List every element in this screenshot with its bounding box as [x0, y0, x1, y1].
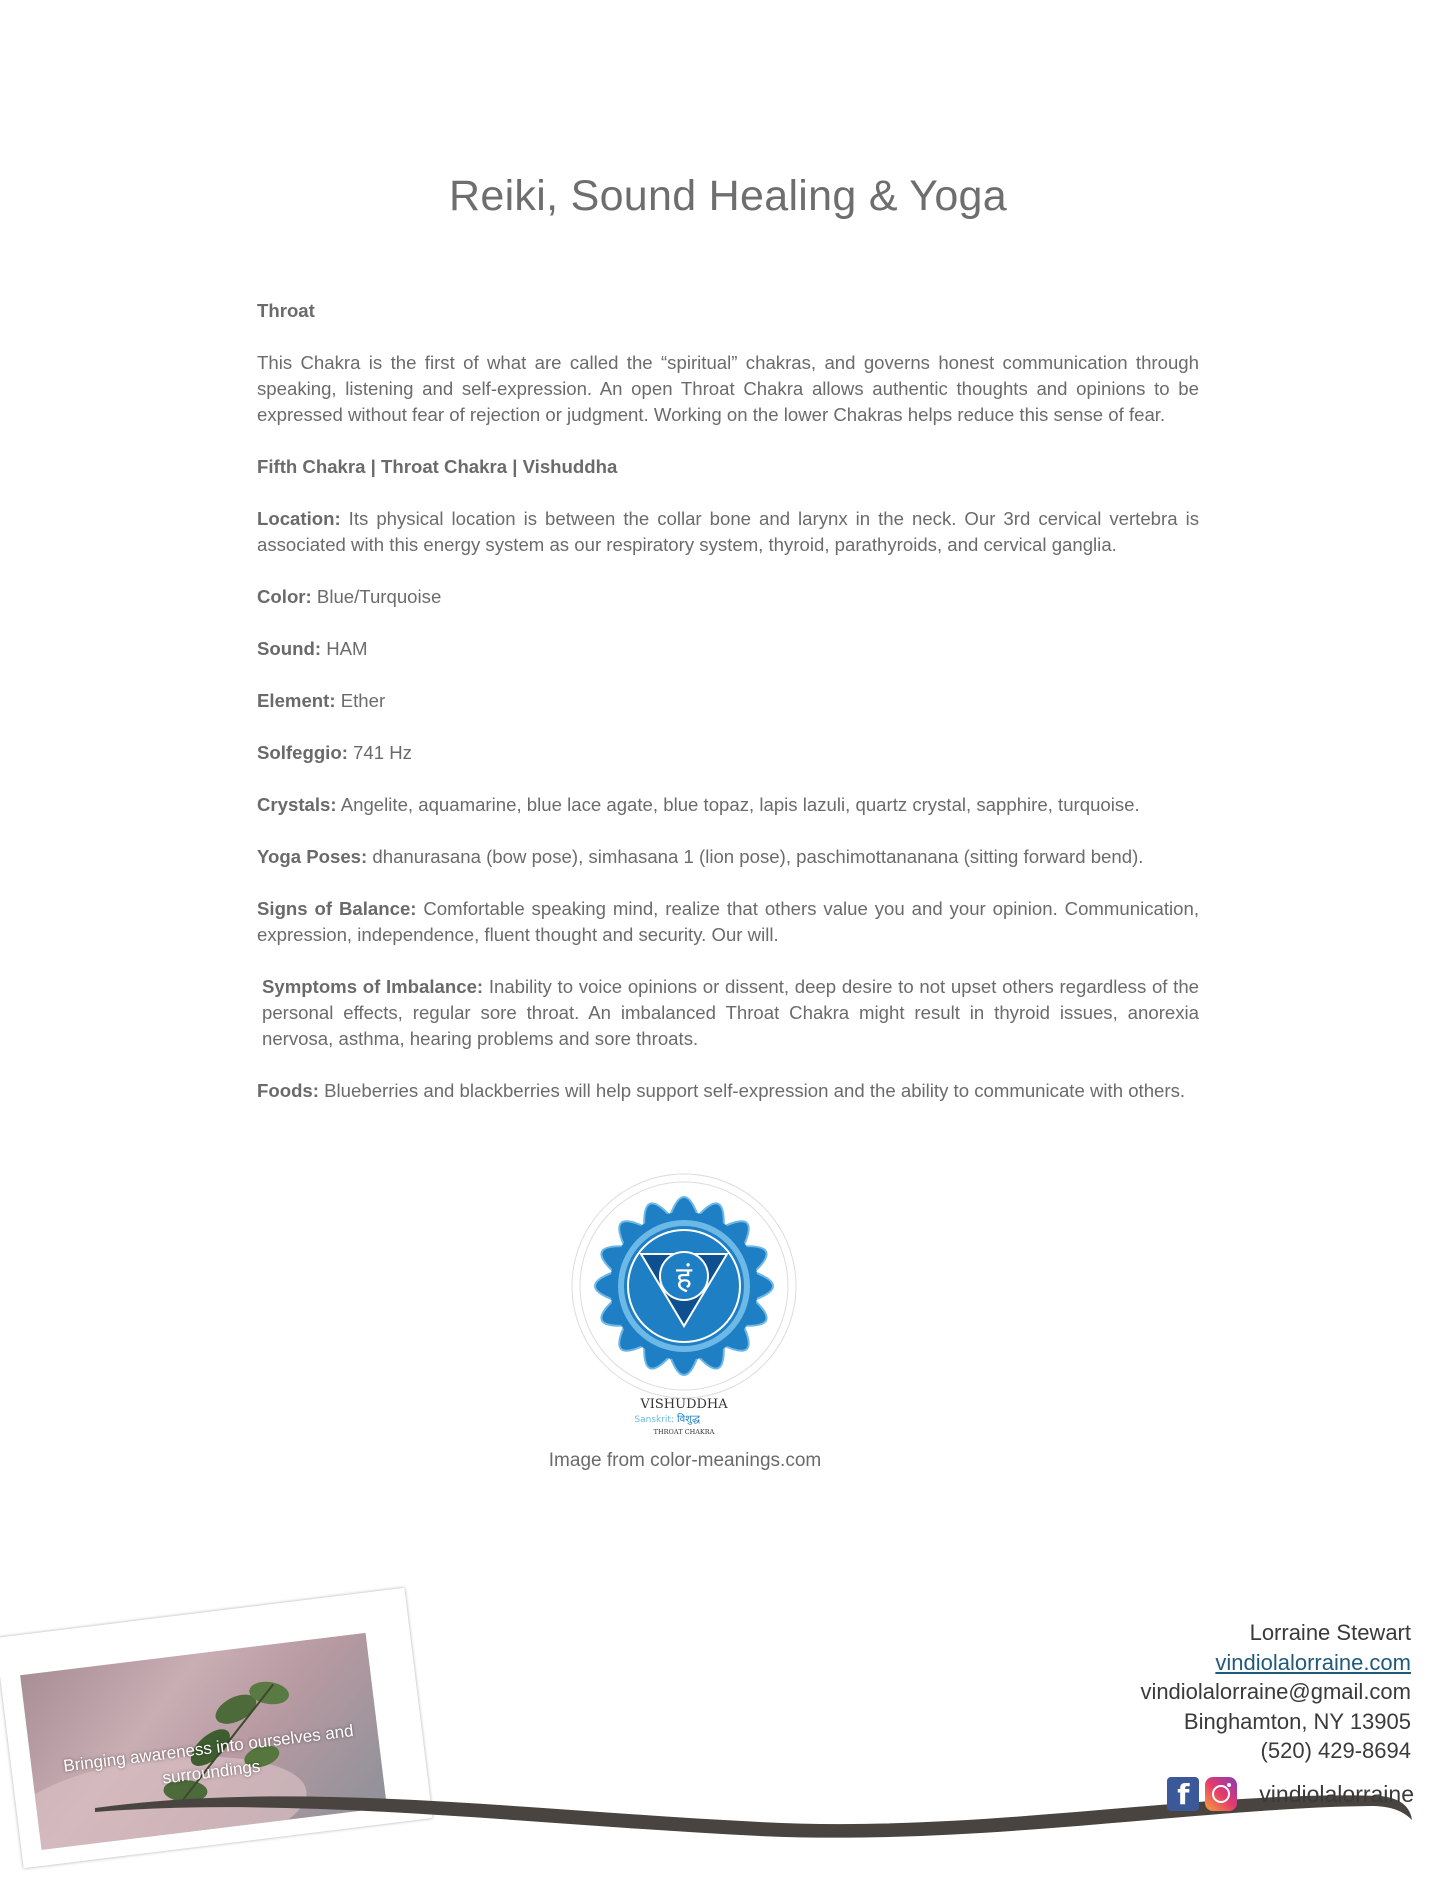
facebook-icon[interactable]: f: [1167, 1777, 1199, 1811]
phone-number: (520) 429-8694: [1260, 1738, 1411, 1763]
sound-label: Sound:: [257, 638, 322, 659]
solfeggio-text: 741 Hz: [347, 742, 412, 763]
social-handle: vindiolalorraine: [1259, 1780, 1414, 1807]
sanskrit-label: Sanskrit:: [634, 1415, 674, 1425]
location-text: Its physical location is between the collar bone and larynx in the neck. Our 3rd cervical vertebra is associated with this energy system as our respiratory system, thyroid, parathyroids, and cervical ganglia.: [257, 508, 1199, 555]
page-title: Reiki, Sound Healing & Yoga: [449, 172, 1007, 220]
foods-text: Blueberries and blackberries will help support self-expression and the ability to communicate with others.: [318, 1080, 1186, 1101]
sound-text: HAM: [321, 638, 368, 659]
section-heading: Throat: [257, 300, 315, 321]
contact-name: Lorraine Stewart: [1249, 1620, 1411, 1645]
yoga-poses-text: dhanurasana (bow pose), simhasana 1 (lion pose), paschimottananana (sitting forward bend).: [367, 846, 1144, 867]
intro-paragraph: This Chakra is the first of what are called the “spiritual” chakras, and governs honest communication through speaking, listening and self-expression. An open Throat Chakra allows authentic thoughts and opinions to be expressed without fear of rejection or judgment. Working on the lower Chakras helps reduce this sense of fear.: [257, 352, 1199, 425]
throat-chakra-image: [569, 1166, 799, 1444]
contact-block: [991, 1618, 1411, 1766]
website-link[interactable]: vindiolalorraine.com: [1215, 1649, 1411, 1675]
symptoms-of-imbalance-label: Symptoms of Imbalance:: [262, 976, 484, 997]
element-label: Element:: [257, 690, 336, 711]
signs-of-balance-text: Comfortable speaking mind, realize that others value you and your opinion. Communication, expression, independence, fluent thought and security. Our will.: [257, 898, 1199, 945]
location-label: Location:: [257, 508, 341, 529]
crystals-label: Crystals:: [257, 794, 337, 815]
symptoms-of-imbalance-field: [257, 974, 1199, 1052]
crystals-field: [257, 792, 1199, 818]
instagram-icon[interactable]: [1205, 1777, 1237, 1811]
color-text: Blue/Turquoise: [311, 586, 442, 607]
sanskrit-script: विशुद्ध: [677, 1414, 700, 1425]
element-text: Ether: [335, 690, 386, 711]
color-label: Color:: [257, 586, 312, 607]
image-caption: Image from color-meanings.com: [548, 1450, 822, 1471]
bija-symbol: हं: [676, 1261, 692, 1296]
social-links: [1167, 1777, 1414, 1811]
foods-field: [257, 1078, 1199, 1104]
location-field: [257, 506, 1199, 558]
solfeggio-field: [257, 740, 1199, 766]
signs-of-balance-field: [257, 896, 1199, 948]
element-field: [257, 688, 1199, 714]
yoga-poses-field: [257, 844, 1199, 870]
city-address: Binghamton, NY 13905: [1183, 1708, 1411, 1734]
photo-tagline: Bringing awareness into ourselves and surroundings: [62, 1721, 355, 1788]
sound-field: [257, 636, 1199, 662]
chakra-heading: Fifth Chakra | Throat Chakra | Vishuddha: [257, 456, 618, 477]
signs-of-balance-label: Signs of Balance:: [257, 898, 417, 919]
symptoms-of-imbalance-text: Inability to voice opinions or dissent, deep desire to not upset others regardless of the personal effects, regular sore throat. An imbalanced Throat Chakra might result in thyroid issues, anorexia nervosa, asthma, hearing problems and sore throats.: [262, 976, 1199, 1049]
color-field: [257, 584, 1199, 610]
yoga-poses-label: Yoga Poses:: [257, 846, 368, 867]
throat-chakra-mandala-icon: [569, 1166, 799, 1444]
chakra-description: [257, 298, 1199, 1130]
solfeggio-label: Solfeggio:: [257, 742, 348, 763]
foods-label: Foods:: [257, 1080, 319, 1101]
throat-chakra-label: THROAT CHAKRA: [653, 1428, 715, 1436]
crystals-text: Angelite, aquamarine, blue lace agate, blue topaz, lapis lazuli, quartz crystal, sapphire, turquoise.: [336, 794, 1140, 815]
email-address[interactable]: vindiolalorraine@gmail.com: [1140, 1679, 1411, 1704]
vishuddha-label: VISHUDDHA: [640, 1397, 728, 1412]
